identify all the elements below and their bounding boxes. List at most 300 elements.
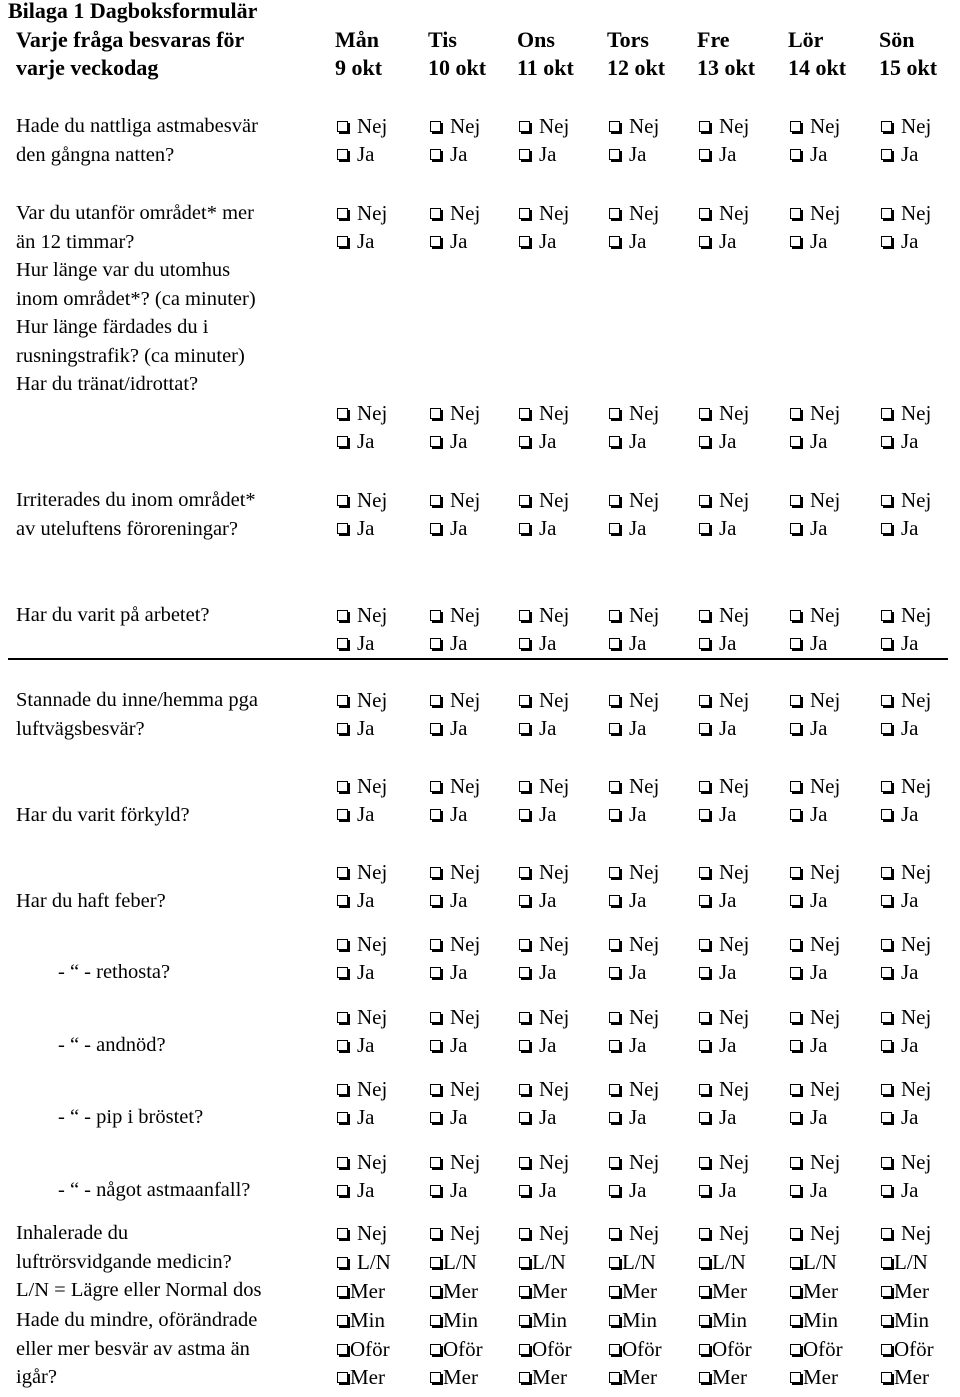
checkbox-icon[interactable] xyxy=(699,1185,710,1196)
q6-day5-ja-option[interactable] xyxy=(788,514,828,542)
q11-day2-nej-option[interactable] xyxy=(517,930,569,958)
q7-day1-ja-option[interactable] xyxy=(428,629,468,657)
checkbox-icon[interactable] xyxy=(881,781,892,792)
q16-day0-mer2-option[interactable] xyxy=(335,1363,385,1391)
checkbox-icon[interactable] xyxy=(881,1084,892,1095)
q8-day3-ja-option[interactable] xyxy=(607,714,647,742)
checkbox-icon[interactable] xyxy=(699,781,710,792)
checkbox-icon[interactable] xyxy=(519,610,530,621)
checkbox-icon[interactable] xyxy=(430,236,441,247)
q16-day4-mer2-option[interactable] xyxy=(697,1363,747,1391)
q11-day3-ja-option[interactable] xyxy=(607,958,647,986)
q6-day6-nej-option[interactable] xyxy=(879,486,931,514)
checkbox-icon[interactable] xyxy=(337,236,348,247)
checkbox-icon[interactable] xyxy=(881,1372,892,1383)
q9-day6-nej-option[interactable] xyxy=(879,772,931,800)
q16-day2-ofor-option[interactable] xyxy=(517,1335,572,1363)
checkbox-icon[interactable] xyxy=(790,236,801,247)
checkbox-icon[interactable] xyxy=(609,695,620,706)
q1-day3-nej-option[interactable] xyxy=(607,112,659,140)
q12-day4-nej-option[interactable] xyxy=(697,1003,749,1031)
checkbox-icon[interactable] xyxy=(609,638,620,649)
q11-day0-ja-option[interactable] xyxy=(335,958,375,986)
q2-day4-nej-option[interactable] xyxy=(697,199,749,227)
q2-day2-ja-option[interactable] xyxy=(517,227,557,255)
checkbox-icon[interactable] xyxy=(699,1344,710,1355)
q5-day3-ja-option[interactable] xyxy=(607,427,647,455)
q14-day4-ja-option[interactable] xyxy=(697,1176,737,1204)
q10-day4-nej-option[interactable] xyxy=(697,858,749,886)
q5-day1-ja-option[interactable] xyxy=(428,427,468,455)
q6-day1-nej-option[interactable] xyxy=(428,486,480,514)
checkbox-icon[interactable] xyxy=(519,1185,530,1196)
q13-day2-ja-option[interactable] xyxy=(517,1103,557,1131)
checkbox-icon[interactable] xyxy=(430,939,441,950)
q16-day5-min-option[interactable] xyxy=(788,1306,838,1334)
q7-day0-ja-option[interactable] xyxy=(335,629,375,657)
q15-day6-mer-option[interactable] xyxy=(879,1277,929,1305)
checkbox-icon[interactable] xyxy=(881,1286,892,1297)
q11-day1-ja-option[interactable] xyxy=(428,958,468,986)
checkbox-icon[interactable] xyxy=(790,121,801,132)
checkbox-icon[interactable] xyxy=(790,1315,801,1326)
q14-day0-ja-option[interactable] xyxy=(335,1176,375,1204)
q5-day4-ja-option[interactable] xyxy=(697,427,737,455)
checkbox-icon[interactable] xyxy=(790,967,801,978)
q6-day4-ja-option[interactable] xyxy=(697,514,737,542)
q15-day0-nej-option[interactable] xyxy=(335,1219,387,1247)
q7-day1-nej-option[interactable] xyxy=(428,601,480,629)
q7-day5-ja-option[interactable] xyxy=(788,629,828,657)
q2-day2-nej-option[interactable] xyxy=(517,199,569,227)
q2-day1-ja-option[interactable] xyxy=(428,227,468,255)
checkbox-icon[interactable] xyxy=(609,1372,620,1383)
q11-day2-ja-option[interactable] xyxy=(517,958,557,986)
checkbox-icon[interactable] xyxy=(790,723,801,734)
checkbox-icon[interactable] xyxy=(337,1012,348,1023)
checkbox-icon[interactable] xyxy=(699,436,710,447)
checkbox-icon[interactable] xyxy=(881,1112,892,1123)
checkbox-icon[interactable] xyxy=(881,939,892,950)
checkbox-icon[interactable] xyxy=(881,1315,892,1326)
checkbox-icon[interactable] xyxy=(519,436,530,447)
q15-day2-nej-option[interactable] xyxy=(517,1219,569,1247)
checkbox-icon[interactable] xyxy=(337,1286,348,1297)
checkbox-icon[interactable] xyxy=(790,1286,801,1297)
checkbox-icon[interactable] xyxy=(519,121,530,132)
checkbox-icon[interactable] xyxy=(699,1372,710,1383)
checkbox-icon[interactable] xyxy=(790,1040,801,1051)
checkbox-icon[interactable] xyxy=(430,121,441,132)
q12-day3-ja-option[interactable] xyxy=(607,1031,647,1059)
checkbox-icon[interactable] xyxy=(881,695,892,706)
checkbox-icon[interactable] xyxy=(430,1012,441,1023)
q5-day2-ja-option[interactable] xyxy=(517,427,557,455)
q5-day5-nej-option[interactable] xyxy=(788,399,840,427)
checkbox-icon[interactable] xyxy=(790,149,801,160)
checkbox-icon[interactable] xyxy=(699,1112,710,1123)
q14-day1-ja-option[interactable] xyxy=(428,1176,468,1204)
checkbox-icon[interactable] xyxy=(790,1344,801,1355)
q14-day2-ja-option[interactable] xyxy=(517,1176,557,1204)
q13-day5-ja-option[interactable] xyxy=(788,1103,828,1131)
q6-day5-nej-option[interactable] xyxy=(788,486,840,514)
checkbox-icon[interactable] xyxy=(609,895,620,906)
q16-day4-ofor-option[interactable] xyxy=(697,1335,752,1363)
checkbox-icon[interactable] xyxy=(519,1286,530,1297)
checkbox-icon[interactable] xyxy=(430,1185,441,1196)
checkbox-icon[interactable] xyxy=(430,436,441,447)
q6-day3-ja-option[interactable] xyxy=(607,514,647,542)
checkbox-icon[interactable] xyxy=(519,208,530,219)
q5-day4-nej-option[interactable] xyxy=(697,399,749,427)
q2-day6-ja-option[interactable] xyxy=(879,227,919,255)
q5-day5-ja-option[interactable] xyxy=(788,427,828,455)
q2-day6-nej-option[interactable] xyxy=(879,199,931,227)
checkbox-icon[interactable] xyxy=(699,495,710,506)
checkbox-icon[interactable] xyxy=(337,121,348,132)
q11-day0-nej-option[interactable] xyxy=(335,930,387,958)
q13-day0-nej-option[interactable] xyxy=(335,1075,387,1103)
q9-day3-nej-option[interactable] xyxy=(607,772,659,800)
checkbox-icon[interactable] xyxy=(699,1315,710,1326)
checkbox-icon[interactable] xyxy=(519,1112,530,1123)
q14-day2-nej-option[interactable] xyxy=(517,1148,569,1176)
checkbox-icon[interactable] xyxy=(609,781,620,792)
checkbox-icon[interactable] xyxy=(337,1040,348,1051)
q1-day4-nej-option[interactable] xyxy=(697,112,749,140)
q7-day2-nej-option[interactable] xyxy=(517,601,569,629)
checkbox-icon[interactable] xyxy=(519,1344,530,1355)
checkbox-icon[interactable] xyxy=(790,695,801,706)
checkbox-icon[interactable] xyxy=(699,939,710,950)
q12-day5-nej-option[interactable] xyxy=(788,1003,840,1031)
checkbox-icon[interactable] xyxy=(699,1012,710,1023)
checkbox-icon[interactable] xyxy=(790,495,801,506)
q14-day6-ja-option[interactable] xyxy=(879,1176,919,1204)
q6-day0-nej-option[interactable] xyxy=(335,486,387,514)
checkbox-icon[interactable] xyxy=(337,781,348,792)
checkbox-icon[interactable] xyxy=(609,236,620,247)
q14-day3-ja-option[interactable] xyxy=(607,1176,647,1204)
q13-day6-nej-option[interactable] xyxy=(879,1075,931,1103)
checkbox-icon[interactable] xyxy=(337,1112,348,1123)
q13-day3-nej-option[interactable] xyxy=(607,1075,659,1103)
checkbox-icon[interactable] xyxy=(337,523,348,534)
checkbox-icon[interactable] xyxy=(519,236,530,247)
checkbox-icon[interactable] xyxy=(430,523,441,534)
checkbox-icon[interactable] xyxy=(430,1286,441,1297)
checkbox-icon[interactable] xyxy=(881,436,892,447)
q13-day6-ja-option[interactable] xyxy=(879,1103,919,1131)
q10-day2-nej-option[interactable] xyxy=(517,858,569,886)
q8-day0-ja-option[interactable] xyxy=(335,714,375,742)
q15-day5-ln-option[interactable] xyxy=(788,1248,837,1276)
checkbox-icon[interactable] xyxy=(699,809,710,820)
checkbox-icon[interactable] xyxy=(430,1315,441,1326)
q5-day6-ja-option[interactable] xyxy=(879,427,919,455)
checkbox-icon[interactable] xyxy=(609,1315,620,1326)
checkbox-icon[interactable] xyxy=(699,967,710,978)
checkbox-icon[interactable] xyxy=(430,781,441,792)
q16-day5-ofor-option[interactable] xyxy=(788,1335,843,1363)
checkbox-icon[interactable] xyxy=(790,809,801,820)
checkbox-icon[interactable] xyxy=(790,867,801,878)
checkbox-icon[interactable] xyxy=(699,149,710,160)
q13-day0-ja-option[interactable] xyxy=(335,1103,375,1131)
q15-day1-ln-option[interactable] xyxy=(428,1248,477,1276)
q10-day3-ja-option[interactable] xyxy=(607,886,647,914)
q5-day0-nej-option[interactable] xyxy=(335,399,387,427)
checkbox-icon[interactable] xyxy=(337,610,348,621)
checkbox-icon[interactable] xyxy=(337,939,348,950)
q8-day6-ja-option[interactable] xyxy=(879,714,919,742)
checkbox-icon[interactable] xyxy=(519,809,530,820)
checkbox-icon[interactable] xyxy=(337,967,348,978)
q1-day3-ja-option[interactable] xyxy=(607,140,647,168)
q11-day4-nej-option[interactable] xyxy=(697,930,749,958)
checkbox-icon[interactable] xyxy=(609,1257,620,1268)
q10-day3-nej-option[interactable] xyxy=(607,858,659,886)
checkbox-icon[interactable] xyxy=(790,523,801,534)
checkbox-icon[interactable] xyxy=(337,695,348,706)
q1-day6-ja-option[interactable] xyxy=(879,140,919,168)
q6-day2-ja-option[interactable] xyxy=(517,514,557,542)
checkbox-icon[interactable] xyxy=(337,408,348,419)
q15-day6-ln-option[interactable] xyxy=(879,1248,928,1276)
checkbox-icon[interactable] xyxy=(790,1372,801,1383)
q7-day5-nej-option[interactable] xyxy=(788,601,840,629)
q15-day3-nej-option[interactable] xyxy=(607,1219,659,1247)
checkbox-icon[interactable] xyxy=(337,1228,348,1239)
q7-day0-nej-option[interactable] xyxy=(335,601,387,629)
checkbox-icon[interactable] xyxy=(430,1112,441,1123)
q8-day3-nej-option[interactable] xyxy=(607,686,659,714)
q12-day2-ja-option[interactable] xyxy=(517,1031,557,1059)
checkbox-icon[interactable] xyxy=(790,939,801,950)
checkbox-icon[interactable] xyxy=(790,1257,801,1268)
checkbox-icon[interactable] xyxy=(430,638,441,649)
checkbox-icon[interactable] xyxy=(699,610,710,621)
checkbox-icon[interactable] xyxy=(790,408,801,419)
q2-day1-nej-option[interactable] xyxy=(428,199,480,227)
checkbox-icon[interactable] xyxy=(519,1228,530,1239)
q15-day3-ln-option[interactable] xyxy=(607,1248,656,1276)
q2-day4-ja-option[interactable] xyxy=(697,227,737,255)
checkbox-icon[interactable] xyxy=(337,1157,348,1168)
q10-day0-nej-option[interactable] xyxy=(335,858,387,886)
q13-day1-ja-option[interactable] xyxy=(428,1103,468,1131)
checkbox-icon[interactable] xyxy=(519,495,530,506)
q10-day5-nej-option[interactable] xyxy=(788,858,840,886)
checkbox-icon[interactable] xyxy=(699,1084,710,1095)
q10-day1-nej-option[interactable] xyxy=(428,858,480,886)
q7-day3-nej-option[interactable] xyxy=(607,601,659,629)
checkbox-icon[interactable] xyxy=(430,1157,441,1168)
q10-day6-ja-option[interactable] xyxy=(879,886,919,914)
checkbox-icon[interactable] xyxy=(519,523,530,534)
checkbox-icon[interactable] xyxy=(519,695,530,706)
q11-day5-ja-option[interactable] xyxy=(788,958,828,986)
checkbox-icon[interactable] xyxy=(699,1040,710,1051)
q14-day4-nej-option[interactable] xyxy=(697,1148,749,1176)
checkbox-icon[interactable] xyxy=(519,408,530,419)
q9-day4-ja-option[interactable] xyxy=(697,800,737,828)
checkbox-icon[interactable] xyxy=(699,121,710,132)
q11-day4-ja-option[interactable] xyxy=(697,958,737,986)
q8-day4-ja-option[interactable] xyxy=(697,714,737,742)
checkbox-icon[interactable] xyxy=(609,723,620,734)
q10-day6-nej-option[interactable] xyxy=(879,858,931,886)
q8-day1-ja-option[interactable] xyxy=(428,714,468,742)
q7-day2-ja-option[interactable] xyxy=(517,629,557,657)
q11-day3-nej-option[interactable] xyxy=(607,930,659,958)
q8-day1-nej-option[interactable] xyxy=(428,686,480,714)
q16-day0-ofor-option[interactable] xyxy=(335,1335,390,1363)
checkbox-icon[interactable] xyxy=(699,1157,710,1168)
checkbox-icon[interactable] xyxy=(337,638,348,649)
checkbox-icon[interactable] xyxy=(699,408,710,419)
q13-day3-ja-option[interactable] xyxy=(607,1103,647,1131)
checkbox-icon[interactable] xyxy=(609,495,620,506)
checkbox-icon[interactable] xyxy=(609,1344,620,1355)
checkbox-icon[interactable] xyxy=(430,610,441,621)
checkbox-icon[interactable] xyxy=(337,495,348,506)
q1-day0-ja-option[interactable] xyxy=(335,140,375,168)
checkbox-icon[interactable] xyxy=(337,436,348,447)
q15-day0-mer-option[interactable] xyxy=(335,1277,385,1305)
q8-day6-nej-option[interactable] xyxy=(879,686,931,714)
q6-day3-nej-option[interactable] xyxy=(607,486,659,514)
q8-day4-nej-option[interactable] xyxy=(697,686,749,714)
q10-day4-ja-option[interactable] xyxy=(697,886,737,914)
checkbox-icon[interactable] xyxy=(699,895,710,906)
checkbox-icon[interactable] xyxy=(519,638,530,649)
checkbox-icon[interactable] xyxy=(881,723,892,734)
q12-day4-ja-option[interactable] xyxy=(697,1031,737,1059)
checkbox-icon[interactable] xyxy=(430,1372,441,1383)
q12-day6-ja-option[interactable] xyxy=(879,1031,919,1059)
q14-day5-nej-option[interactable] xyxy=(788,1148,840,1176)
checkbox-icon[interactable] xyxy=(881,1228,892,1239)
q9-day0-ja-option[interactable] xyxy=(335,800,375,828)
checkbox-icon[interactable] xyxy=(881,809,892,820)
checkbox-icon[interactable] xyxy=(430,809,441,820)
checkbox-icon[interactable] xyxy=(881,1157,892,1168)
checkbox-icon[interactable] xyxy=(609,121,620,132)
checkbox-icon[interactable] xyxy=(519,895,530,906)
checkbox-icon[interactable] xyxy=(609,967,620,978)
q5-day6-nej-option[interactable] xyxy=(879,399,931,427)
checkbox-icon[interactable] xyxy=(609,939,620,950)
checkbox-icon[interactable] xyxy=(337,1084,348,1095)
q5-day3-nej-option[interactable] xyxy=(607,399,659,427)
q5-day1-nej-option[interactable] xyxy=(428,399,480,427)
checkbox-icon[interactable] xyxy=(699,1257,710,1268)
q15-day6-nej-option[interactable] xyxy=(879,1219,931,1247)
q13-day4-ja-option[interactable] xyxy=(697,1103,737,1131)
checkbox-icon[interactable] xyxy=(881,638,892,649)
q16-day1-mer2-option[interactable] xyxy=(428,1363,478,1391)
checkbox-icon[interactable] xyxy=(699,723,710,734)
checkbox-icon[interactable] xyxy=(337,895,348,906)
q13-day5-nej-option[interactable] xyxy=(788,1075,840,1103)
checkbox-icon[interactable] xyxy=(337,1372,348,1383)
q12-day1-ja-option[interactable] xyxy=(428,1031,468,1059)
q2-day5-ja-option[interactable] xyxy=(788,227,828,255)
checkbox-icon[interactable] xyxy=(519,1084,530,1095)
checkbox-icon[interactable] xyxy=(519,1040,530,1051)
q14-day0-nej-option[interactable] xyxy=(335,1148,387,1176)
checkbox-icon[interactable] xyxy=(519,967,530,978)
checkbox-icon[interactable] xyxy=(609,1185,620,1196)
checkbox-icon[interactable] xyxy=(881,967,892,978)
q12-day1-nej-option[interactable] xyxy=(428,1003,480,1031)
checkbox-icon[interactable] xyxy=(609,610,620,621)
checkbox-icon[interactable] xyxy=(881,208,892,219)
checkbox-icon[interactable] xyxy=(609,149,620,160)
q6-day2-nej-option[interactable] xyxy=(517,486,569,514)
q9-day6-ja-option[interactable] xyxy=(879,800,919,828)
q6-day6-ja-option[interactable] xyxy=(879,514,919,542)
q1-day0-nej-option[interactable] xyxy=(335,112,387,140)
checkbox-icon[interactable] xyxy=(790,610,801,621)
q1-day4-ja-option[interactable] xyxy=(697,140,737,168)
checkbox-icon[interactable] xyxy=(790,208,801,219)
q2-day0-nej-option[interactable] xyxy=(335,199,387,227)
checkbox-icon[interactable] xyxy=(337,1344,348,1355)
checkbox-icon[interactable] xyxy=(430,1228,441,1239)
checkbox-icon[interactable] xyxy=(881,523,892,534)
q1-day2-ja-option[interactable] xyxy=(517,140,557,168)
q11-day1-nej-option[interactable] xyxy=(428,930,480,958)
checkbox-icon[interactable] xyxy=(430,408,441,419)
checkbox-icon[interactable] xyxy=(430,208,441,219)
q12-day0-nej-option[interactable] xyxy=(335,1003,387,1031)
q16-day1-min-option[interactable] xyxy=(428,1306,478,1334)
q9-day5-nej-option[interactable] xyxy=(788,772,840,800)
q14-day1-nej-option[interactable] xyxy=(428,1148,480,1176)
q13-day4-nej-option[interactable] xyxy=(697,1075,749,1103)
checkbox-icon[interactable] xyxy=(609,408,620,419)
q1-day5-ja-option[interactable] xyxy=(788,140,828,168)
q16-day5-mer2-option[interactable] xyxy=(788,1363,838,1391)
checkbox-icon[interactable] xyxy=(790,436,801,447)
checkbox-icon[interactable] xyxy=(519,723,530,734)
checkbox-icon[interactable] xyxy=(430,895,441,906)
q16-day2-min-option[interactable] xyxy=(517,1306,567,1334)
q8-day5-ja-option[interactable] xyxy=(788,714,828,742)
q15-day2-mer-option[interactable] xyxy=(517,1277,567,1305)
q14-day5-ja-option[interactable] xyxy=(788,1176,828,1204)
q1-day2-nej-option[interactable] xyxy=(517,112,569,140)
checkbox-icon[interactable] xyxy=(609,809,620,820)
q16-day1-ofor-option[interactable] xyxy=(428,1335,483,1363)
q8-day2-ja-option[interactable] xyxy=(517,714,557,742)
q2-day3-ja-option[interactable] xyxy=(607,227,647,255)
checkbox-icon[interactable] xyxy=(609,867,620,878)
checkbox-icon[interactable] xyxy=(430,1344,441,1355)
q16-day3-min-option[interactable] xyxy=(607,1306,657,1334)
q11-day6-ja-option[interactable] xyxy=(879,958,919,986)
q1-day1-nej-option[interactable] xyxy=(428,112,480,140)
checkbox-icon[interactable] xyxy=(699,523,710,534)
q7-day6-ja-option[interactable] xyxy=(879,629,919,657)
q2-day0-ja-option[interactable] xyxy=(335,227,375,255)
checkbox-icon[interactable] xyxy=(881,1040,892,1051)
checkbox-icon[interactable] xyxy=(430,1257,441,1268)
q15-day5-mer-option[interactable] xyxy=(788,1277,838,1305)
